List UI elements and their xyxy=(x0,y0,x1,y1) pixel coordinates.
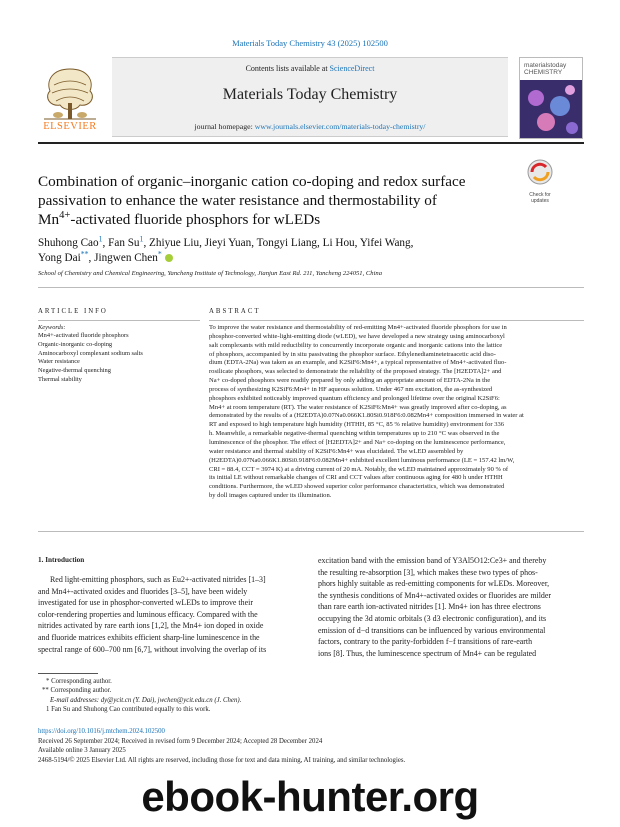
history-line: Received 26 September 2024; Received in revised form 9 December 2024; Accepted 28 December 2024 xyxy=(38,737,323,745)
body-line: than rare earth ion-activated nitrides [1]. Mn4+ ion has three electrons xyxy=(318,602,541,612)
footnote-rule xyxy=(38,673,98,674)
abstract-line: rosilicate phosphors, was selected to demonstrate the reliability of the proposed strategy. The [H2EDTA]2+ and xyxy=(209,368,502,376)
abstract-line: h. Meanwhile, a remarkable negative-thermal quenching within temperatures up to 210 °C was observed in the xyxy=(209,430,500,438)
intro-right-column xyxy=(318,555,584,659)
abstract-line: CRI = 88.4, CCT = 3974 K) at a driving current of 20 mA. Notably, the wLED maintained approximately 90 % of xyxy=(209,465,509,473)
contents-prefix: Contents lists available at xyxy=(245,64,330,73)
title-line-3 xyxy=(38,210,508,229)
divider xyxy=(38,287,584,288)
body-line: emission of d−d transitions can be influenced by various environmental xyxy=(318,625,546,635)
abstract-line: water resistance and thermal stability of K2SiF6:Mn4+ was elucidated. The wLED assembled by xyxy=(209,447,464,455)
abstract-line: demonstrated by the results of a (H2EDTA)0.07Na0.066K1.80Si0.918F6:0.082Mn4+ composition immersed in water at xyxy=(209,412,524,420)
body-line: Red light-emitting phosphors, such as Eu2+-activated nitrides [1–3] xyxy=(50,575,266,584)
body-line: and fluoride matrices exhibits efficient sharp-line luminescence in the xyxy=(38,632,260,642)
title-line-3-sup: 4+ xyxy=(59,209,71,221)
abstract-line: process of synthesizing K2SiF6:Mn4+ in HF aqueous solution. Under 467 nm excitation, the as-synthesized xyxy=(209,385,493,393)
author[interactable]: Li Hou xyxy=(322,237,355,249)
keyword: Thermal stability xyxy=(38,375,82,383)
copyright-line: 2468-5194/© 2025 Elsevier Ltd. All rights are reserved, including those for text and data mining, AI training, and similar technologies. xyxy=(38,756,406,764)
check-updates-label: Check for updates xyxy=(529,192,551,204)
publisher-logo-text: ELSEVIER xyxy=(43,121,97,132)
homepage-line xyxy=(112,122,508,131)
divider xyxy=(209,320,584,321)
abstract-line: by doll images captured under its illumination. xyxy=(209,492,332,500)
body-line: factors, contrary to the parity-forbidden f−f transitions of rare-earth xyxy=(318,637,533,647)
doi-link[interactable]: https://doi.org/10.1016/j.mtchem.2024.102500 xyxy=(38,728,165,735)
body-line: occupying the 3d atomic orbitals (3 d3 electronic configuration), and its xyxy=(318,613,547,623)
title-line-2: passivation to enhance the water resistance and thermostability of xyxy=(38,192,437,209)
body-line: excitation band with the emission band of Y3Al5O12:Ce3+ and thereby xyxy=(318,556,547,565)
journal-cover-image xyxy=(519,57,583,139)
abstract-line: luminescence of the phosphor. The effect of [H2EDTA]2+ and Na+ co-doping on the luminescence performance, xyxy=(209,438,506,446)
title-line-3-pre: Mn xyxy=(38,211,60,228)
keywords-list xyxy=(38,332,203,385)
divider xyxy=(38,531,584,532)
divider xyxy=(38,320,200,321)
body-line: investigated for use in phosphor-converted wLEDs to improve their xyxy=(38,598,253,608)
journal-citation-link[interactable]: Materials Today Chemistry 43 (2025) 102500 xyxy=(232,38,388,48)
cover-title: materialstoday CHEMISTRY xyxy=(524,62,567,76)
body-line: nitrides activated by rare earth ions [1,2], the Mn4+ ion doped in oxide xyxy=(38,621,264,631)
abstract-line: dium (EDTA-2Na) was taken as an example, and K2SiF6:Mn4+, a typical representative of Mn4+-activated fluo- xyxy=(209,359,507,367)
abstract-line: (H2EDTA)0.07Na0.066K1.80Si0.918F6:0.082Mn4+ exhibited excellent luminous performance (LE = 157.42 lm/W, xyxy=(209,456,515,464)
homepage-prefix: journal homepage: xyxy=(194,122,255,131)
footnote: ** Corresponding author. xyxy=(42,687,112,695)
keyword: Mn4+-activated fluoride phosphors xyxy=(38,332,129,339)
intro-left-column xyxy=(38,574,302,655)
abstract-line: To improve the water resistance and thermostability of red-emitting Mn4+-activated fluoride phosphors for use in xyxy=(209,324,507,331)
section-heading-introduction: 1. Introduction xyxy=(38,556,85,564)
author[interactable]: Tongyi Liang xyxy=(256,237,318,249)
cover-art-icon xyxy=(520,80,583,139)
body-line: ions [8]. Thus, the luminescence spectrum of Mn4+ can be regulated xyxy=(318,648,537,658)
author[interactable]: Yong Dai** xyxy=(38,249,89,264)
sciencedirect-link[interactable]: ScienceDirect xyxy=(329,64,375,73)
abstract-line: conditions. Furthermore, the wLED showed superior color performance characteristics, which was demonstrated xyxy=(209,483,505,491)
title-line-3-post: -activated fluoride phosphors for wLEDs xyxy=(70,211,321,228)
footnote: 1 Fan Su and Shuhong Cao contributed equally to this work. xyxy=(46,706,211,714)
footnotes xyxy=(38,677,338,715)
check-for-updates-button[interactable] xyxy=(520,157,560,203)
abstract-line: salt complexants with mild reducibility to concurrently incorporate organic and inorganic cations into the lattice xyxy=(209,341,503,349)
keyword: Organic-inorganic co-doping xyxy=(38,340,113,348)
author[interactable]: Zhiyue Liu xyxy=(149,237,200,249)
journal-header-box xyxy=(112,57,508,137)
body-line: color-rendering properties and luminous efficacy. Compared with the xyxy=(38,609,258,619)
abstract-line: Na+ co-doped phosphors were readily prepared by only adding an appropriate amount of EDTA-2Na in the xyxy=(209,377,491,385)
author-list xyxy=(38,236,508,266)
article-title xyxy=(38,172,508,229)
abstract-line: phosphor-converted white-light-emitting diode (wLED), we have developed a new strategy using aminocarboxyl xyxy=(209,332,505,340)
footnote: * Corresponding author. xyxy=(46,678,112,685)
authors-line-1: Shuhong Cao$^1$, Fan Su$^1$, Zhiyue Liu, Jieyi Yuan, Tongyi Liang, Li Hou, Yifei Wang, xyxy=(38,234,414,249)
abstract-line: phosphors exhibited noticeably improved quantum efficiency and prolonged lifetime over the original K2SiF6: xyxy=(209,394,500,402)
author[interactable]: Jingwen Chen* xyxy=(94,249,162,264)
author[interactable]: Yifei Wang xyxy=(359,237,411,249)
title-line-1: Combination of organic–inorganic cation co-doping and redox surface xyxy=(38,173,466,190)
body-line: phors highly suitable as red-emitting components for wLEDs. Moreover, xyxy=(318,579,550,589)
elsevier-logo xyxy=(38,57,102,137)
body-line: and Mn4+-activated oxides and fluorides [3–5], have been widely xyxy=(38,586,248,596)
keyword: Negative-thermal quenching xyxy=(38,367,111,375)
abstract-heading: ABSTRACT xyxy=(209,308,261,315)
body-line: spectral range of 600–700 nm [6,7], without involving the overlap of its xyxy=(38,644,267,654)
footnote-email[interactable]: E-mail addresses: dy@ycit.cn (Y. Dai), jwchen@ycit.edu.cn (J. Chen). xyxy=(50,696,242,704)
abstract-line: its initial LE without remarkable changes of CRI and CCT values after continuous aging for 480 h under HTHH xyxy=(209,474,503,482)
abstract-line: Mn4+ at room temperature (RT). The water resistance of K2SiF6:Mn4+ was greatly improved after co-doping, as xyxy=(209,403,507,411)
header-rule xyxy=(38,142,584,144)
author[interactable]: Jieyi Yuan xyxy=(204,237,252,249)
body-line: the resulting re-absorption [3], which makes these two types of phos- xyxy=(318,567,538,577)
abstract-line: of phosphors, accompanied by in situ passivating the phosphor surface. Ethylenediaminetetraacetic acid diso- xyxy=(209,350,496,358)
abstract-text xyxy=(209,324,584,501)
keywords-label: Keywords: xyxy=(38,324,66,331)
keyword: Aminocarboxyl complexant sodium salts xyxy=(38,349,143,357)
keyword: Water resistance xyxy=(38,358,80,366)
check-updates-icon xyxy=(520,157,560,187)
author[interactable]: Fan Su$^1$ xyxy=(108,234,144,249)
author[interactable]: Shuhong Cao$^1$ xyxy=(38,234,103,249)
contents-line xyxy=(112,64,508,73)
body-line: the synthesis conditions of Mn4+-activated oxides or fluorides are milder xyxy=(318,590,552,600)
online-date: Available online 3 January 2025 xyxy=(38,747,126,754)
homepage-link[interactable]: www.journals.elsevier.com/materials-today-chemistry/ xyxy=(254,122,426,131)
abstract-line: RT and exposed to high temperature high humidity (HTHH, 85 °C, 85 % relative humidity) environment for 336 xyxy=(209,421,505,429)
watermark-text: ebook-hunter.org xyxy=(141,773,479,820)
publication-info xyxy=(38,727,584,765)
authors-line-2: Yong Dai**, Jingwen Chen* xyxy=(38,251,508,266)
article-info-heading: ARTICLE INFO xyxy=(38,308,108,315)
affiliation: School of Chemistry and Chemical Engineering, Yancheng Institute of Technology, Jianjun East Rd. 211, Yancheng 224051, China xyxy=(38,270,383,277)
orcid-icon[interactable] xyxy=(165,254,173,262)
journal-name: Materials Today Chemistry xyxy=(222,86,398,103)
